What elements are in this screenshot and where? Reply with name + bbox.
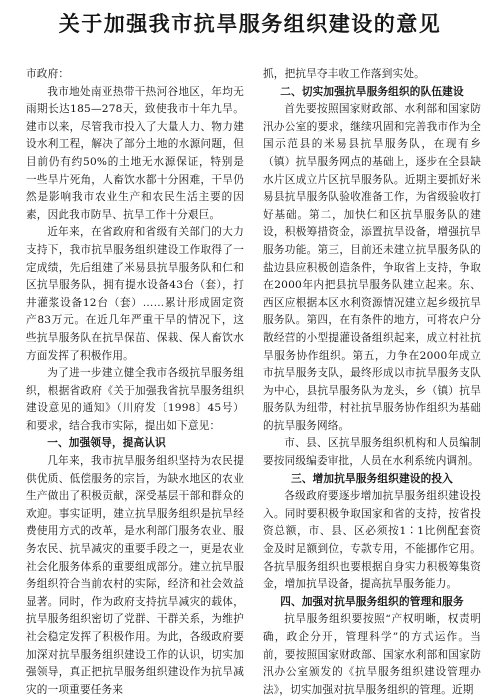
paragraph-continued: 抓，把抗旱夺丰收工作落到实处。 (263, 68, 425, 80)
paragraph: 为了进一步建立健全我市各级抗旱服务组织，根据省政府《关于加强我省抗旱服务组织建设意见的通知》（川府发〔1998〕45号）和要求，结合我市实际，提出如下意见： (26, 367, 244, 432)
document-title: 关于加强我市抗旱服务组织建设的意见 (58, 11, 442, 36)
paragraph: 首先要按照国家财政部、水利部和国家防汛办公室的要求，继续巩固和完善我市作为全国示范县的米易县抗旱服务队，在现有乡（镇）抗旱服务网点的基础上，逐步在全县缺水片区成立片区抗旱服务队。近期主要抓好米易县抗旱服务队验收准备工作，为省级验收打好基础。第二，加快仁和区抗旱服务队的建设，积极筹措资金，添置抗旱设备，增强抗旱服务功能。第三，目前还未建立抗旱服务队的盐边县应积极创造条件，争取省上支持，争取在2000年内把县抗旱服务队建立起来。东、西区应根据本区水利资源情况建立起乡级抗旱服务队。第四，在有条件的地方，可将农户分散经营的小型提灌设备组织起来，成立村社抗旱服务协作组织。第五，力争在2000年成立市抗旱服务支队，最终形成以市抗旱服务支队为中心，县抗旱服务队为龙头，乡（镇）抗旱服务队为纽带，村社抗旱服务协作组织为基础的抗旱服务网络。 (263, 103, 481, 432)
paragraph: 抗旱服务组织要按照“产权明晰，权责明确，政企分开，管理科学”的方式运作。当前，要按照国家财政部、国家水利部和国家防汛办公室颁发的《抗旱服务组织建设管理办法》，切实加强对抗旱服务组织的管理。近期 (263, 613, 481, 696)
paragraph: 近年来，在省政府和省级有关部门的大力支持下，我市抗旱服务组织建设工作取得了一定成绩，先后组建了米易县抗旱服务队和仁和区抗旱服务队，拥有提水设备43台（套），打井灌浆设备12台（套）……累计形成固定资产83万元。在近几年严重干旱的情况下，这些抗旱服务队在抗旱保苗、保栽、保人畜饮水方面发挥了积极作用。 (26, 226, 244, 362)
paragraph: 我市地处南亚热带干热河谷地区，年均无雨期长达185—278天，致使我市十年九旱。建市以来，尽管我市投入了大量人力、物力建设水利工程，解决了部分土地的水源问题，但目前仍有约50%的土地无水源保证，特别是一些旱片死角，人畜饮水都十分困难，干旱仍然是影响我市农业生产和农民生活主要的因素，因此我市防旱、抗旱工作十分艰巨。 (26, 85, 244, 221)
section-heading-2: 二、切实加强抗旱服务组织的队伍建设 (280, 85, 464, 98)
section-heading-1: 一、加强领导，提高认识 (47, 437, 166, 450)
paragraph: 市、县、区抗旱服务组织机构和人员编制要按同级编委审批，人员在水利系统内调剂。 (263, 437, 481, 468)
left-column (26, 66, 244, 699)
section-heading-4: 四、加强对抗旱服务组织的管理和服务 (280, 595, 464, 608)
section-heading-3: 三、增加抗旱服务组织建设的投入 (291, 472, 453, 485)
paragraph: 几年来，我市抗旱服务组织坚持为农民提供优质、低偿服务的宗旨，为缺水地区的农业生产做出了积极贡献，深受基层干部和群众的欢迎。事实证明，建立抗旱服务组织是抗旱经费使用方式的改革，是水利部门服务农业、服务农民、抗旱减灾的重要手段之一，更是农业社会化服务体系的重要组成部分。建立抗旱服务组织符合当前农村的实际，经济和社会效益显著。同时，作为政府支持抗旱减灾的载体，抗旱服务组织密切了党群、干群关系，为维护社会稳定发挥了积极作用。为此，各级政府要加深对抗旱服务组织建设工作的认识，切实加强领导，真正把抗旱服务组织建设作为抗旱减灾的一项重要任务来 (26, 455, 244, 696)
paragraph: 各级政府要逐步增加抗旱服务组织建设投入。同时要积极争取国家和省的支持，按省投资总额，市、县、区必须按1∶1比例配套资金及时足额到位，专款专用，不能挪作它用。各抗旱服务组织也要根据自身实力积极筹集资金，增加抗旱设备，提高抗旱服务能力。 (263, 490, 481, 591)
salutation: 市政府： (26, 68, 70, 80)
right-column (263, 66, 481, 699)
